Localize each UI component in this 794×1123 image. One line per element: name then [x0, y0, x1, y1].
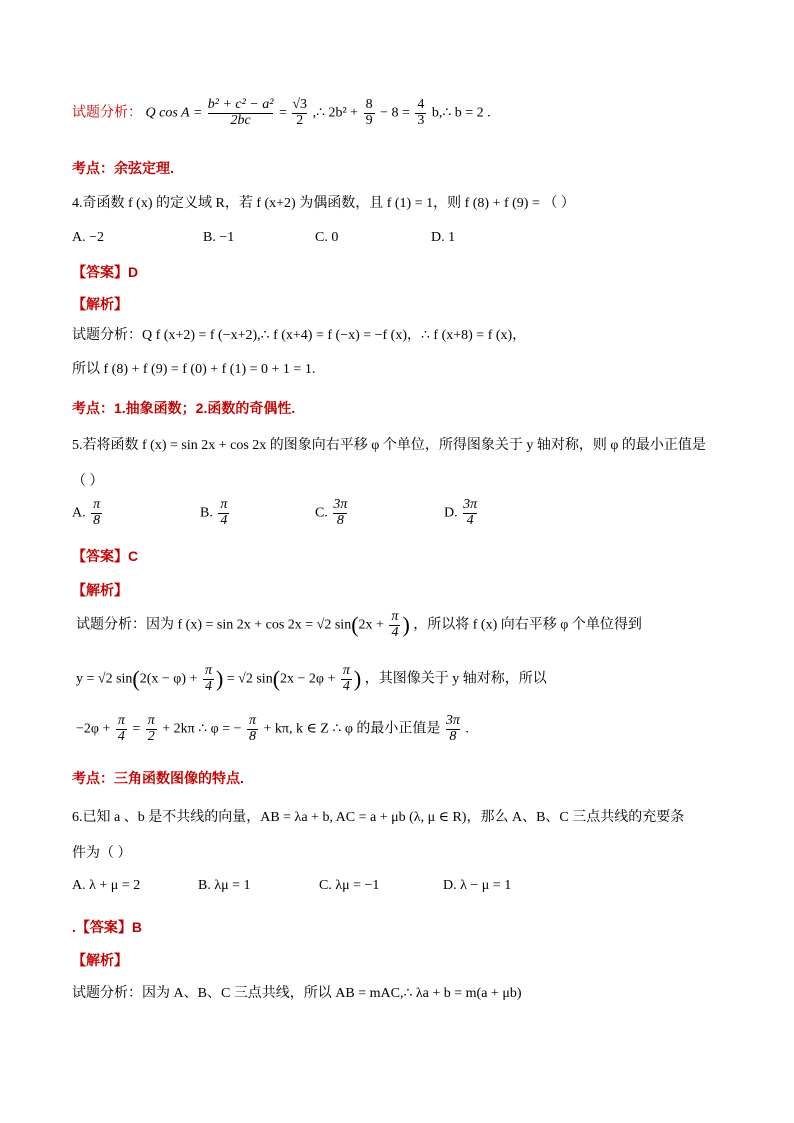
formula-text: − 8 =: [380, 105, 410, 121]
q5-option-a: A. $\frac{\pi}{8}$: [72, 497, 101, 528]
formula-text: Q cos A =: [145, 105, 203, 121]
formula-text: b,∴ b = 2 .: [431, 105, 491, 121]
q4-question: 4.奇函数 f (x) 的定义域 R，若 f (x+2) 为偶函数，且 f (1) = 1，则 f (8) + f (9) = （ ）: [72, 196, 575, 211]
q6-answer: .【答案】B: [72, 919, 142, 935]
q5-option-c: C. $\frac{3\pi}{8}$: [315, 497, 348, 528]
q5-jiexi-label: 【解析】: [72, 582, 128, 598]
q5-analysis-line-2: y = √2 sin(2(x − φ) + $\frac{\pi}{4}$ ) = √2 sin(2x − 2φ + $\frac{\pi}{4}$ ) ，其图像关于 y 轴对称，所以: [76, 663, 547, 694]
q4-kaodian: 考点：1.抽象函数；2.函数的奇偶性.: [72, 400, 296, 416]
fraction: $\frac{√3}{2}$: [292, 97, 308, 128]
q3-analysis-line: [72, 98, 491, 128]
q6-question-line-2: 件为（ ）: [72, 846, 132, 861]
fraction: $\frac{8}{9}$: [365, 97, 373, 128]
q4-answer: 【答案】D: [72, 264, 139, 280]
q4-option-a: A. −2: [72, 230, 105, 245]
q4-option-b: B. −1: [203, 230, 235, 245]
q6-option-c: C. λμ = −1: [319, 878, 380, 893]
q4-analysis-line-1: 试题分析：Q f (x+2) = f (−x+2),∴ f (x+4) = f (−x) = −f (x)，∴ f (x+8) = f (x)，: [72, 328, 527, 343]
q6-question-line-1: 6.已知 a 、b 是不共线的向量，AB = λa + b, AC = a + μb (λ, μ ∈ R)，那么 A、B、C 三点共线的充要条: [72, 810, 685, 825]
q3-kaodian: 考点：余弦定理.: [72, 160, 174, 176]
fraction: $\frac{\text{b² + c² − a²}}{2bc}$: [207, 97, 274, 128]
q5-option-d: D. $\frac{3\pi}{4}$: [444, 497, 478, 528]
q5-option-b: B. $\frac{\pi}{4}$: [200, 497, 228, 528]
q5-question-line-2: （ ）: [72, 474, 104, 489]
q4-jiexi-label: 【解析】: [72, 296, 128, 312]
q5-kaodian: 考点：三角函数图像的特点.: [72, 770, 244, 786]
q5-analysis-line-1: 试题分析：因为 f (x) = sin 2x + cos 2x = √2 sin(2x + $\frac{\pi}{4}$ ) ，所以将 f (x) 向右平移 φ 个单位得到: [76, 609, 642, 640]
q4-analysis-line-2: 所以 f (8) + f (9) = f (0) + f (1) = 0 + 1 = 1.: [72, 362, 316, 377]
q6-analysis-line-1: 试题分析：因为 A、B、C 三点共线，所以 AB = mAC,∴ λa + b = m(a + μb): [72, 986, 522, 1001]
formula-text: =: [278, 105, 287, 121]
q5-analysis-line-3: −2φ + $\frac{\pi}{4}$ = $\frac{\pi}{2}$ + 2kπ ∴ φ = − $\frac{\pi}{8}$ + kπ, k ∈ Z ∴ φ 的最小正值是 $\frac{3\pi}{8}$ .: [76, 713, 469, 744]
formula-text: ,∴ 2b² +: [312, 105, 359, 121]
q6-jiexi-label: 【解析】: [72, 952, 128, 968]
analysis-label: 试题分析：: [72, 105, 142, 121]
q6-option-b: B. λμ = 1: [198, 878, 251, 893]
q5-question-line-1: 5.若将函数 f (x) = sin 2x + cos 2x 的图象向右平移 φ 个单位，所得图象关于 y 轴对称，则 φ 的最小正值是: [72, 438, 706, 453]
q4-option-c: C. 0: [315, 230, 339, 245]
q5-answer: 【答案】C: [72, 548, 139, 564]
q6-option-a: A. λ + μ = 2: [72, 878, 141, 893]
fraction: $\frac{4}{3}$: [417, 97, 425, 128]
q4-option-d: D. 1: [431, 230, 456, 245]
q6-option-d: D. λ − μ = 1: [443, 878, 512, 893]
